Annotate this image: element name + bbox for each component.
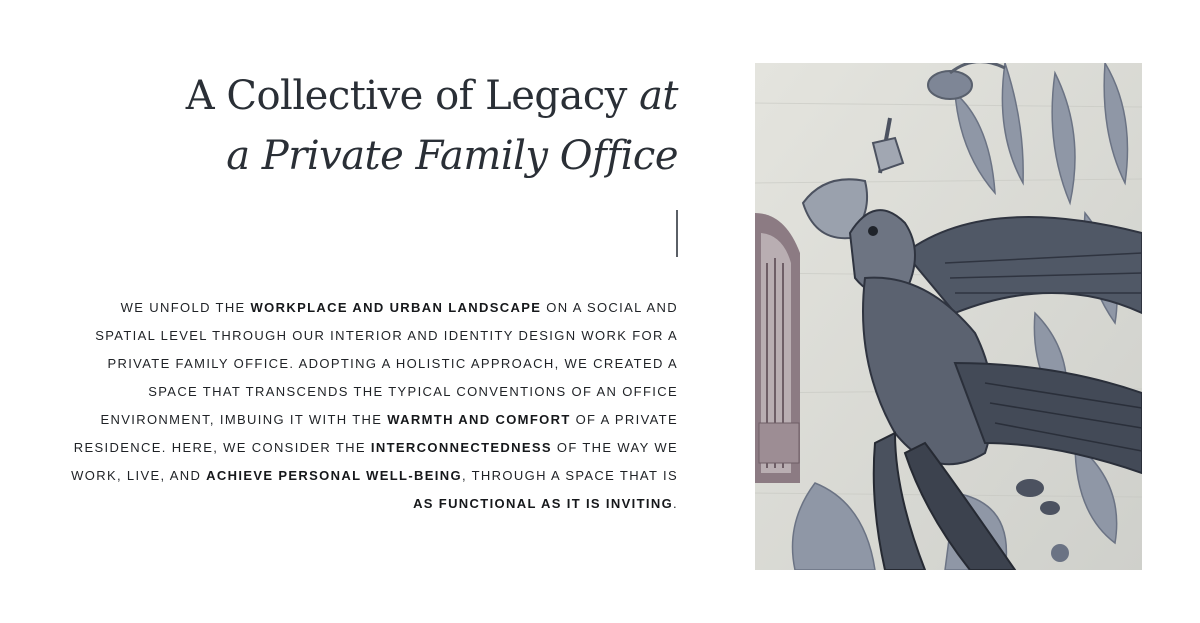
vertical-divider [676, 210, 678, 257]
embroidered-bird-image [755, 63, 1142, 570]
desc-bold-2: WARMTH AND COMFORT [387, 412, 571, 427]
desc-bold-3: INTERCONNECTEDNESS [370, 440, 552, 455]
title-line1-regular: A Collective of Legacy [185, 73, 627, 119]
desc-text-1: WE UNFOLD THE [120, 300, 251, 315]
title-line2-italic: a Private Family Office [226, 133, 678, 179]
desc-bold-5: AS FUNCTIONAL AS IT IS INVITING [413, 496, 674, 511]
desc-text-6: . [673, 496, 678, 511]
desc-text-2: ON A SOCIAL AND SPATIAL LEVEL THROUGH OUR INTERIOR AND IDENTITY DESIGN WORK FOR A PRIVATE FAMILY OFFICE. ADOPTING A HOLISTIC APPROACH, WE CREATED A SPACE THAT TRANSCENDS THE TYPICAL CONVENTIONS OF AN OFFICE ENVIRONMENT, IMBUING IT WITH THE [95, 300, 678, 427]
desc-text-3: OF A PRIVATE RESIDENCE. HERE, WE CONSIDER THE [73, 412, 678, 455]
project-description [58, 294, 678, 518]
title-line1-italic: at [639, 73, 678, 119]
arch-window [755, 213, 800, 483]
desc-text-4: OF THE WAY WE WORK, LIVE, AND [71, 440, 678, 483]
desc-bold-1: WORKPLACE AND URBAN LANDSCAPE [250, 300, 542, 315]
page-title [58, 66, 678, 186]
bird-illustration [755, 63, 1142, 570]
desc-text-5: , THROUGH A SPACE THAT IS [461, 468, 678, 483]
desc-bold-4: ACHIEVE PERSONAL WELL-BEING [206, 468, 462, 483]
